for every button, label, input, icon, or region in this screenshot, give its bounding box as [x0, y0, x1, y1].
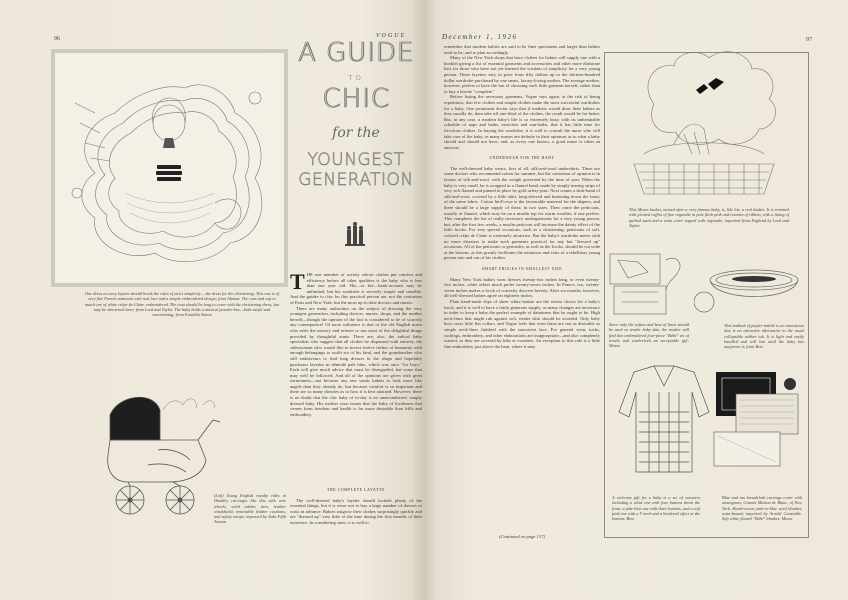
headline-line-3: CHIC	[322, 84, 390, 114]
col2-paragraph-3: Before listing the necessary garments, Vogue says again, at the risk of being repetitious, that few clothes and simple clothes make the most successful wardrobes for a baby. One prominent doctor says that if mothers would draw their babies as they usually do, then take off one-third of the clothes, the result would be far better. But, in any case, a modern baby's life is so extremely busy, with its unbreakable schedule of naps and baths, exercises and sun-baths, that it has little time for frivolous clothes. In buying the wardrobe, it is well to consult the nurse who will take care of the baby, as many nurses are definite in their opinions as to what a baby should and should not have, and, as every one knows, a good nurse is often an autocrat.	[444, 94, 600, 150]
moses-basket-drawing-icon	[614, 44, 794, 206]
linen-set-drawing-icon	[608, 250, 688, 320]
article-column-1	[290, 272, 422, 477]
article-column-2	[444, 44, 600, 536]
ornament-icon	[344, 222, 366, 248]
article-column-1-bottom	[290, 482, 422, 526]
carriage-caption: (Left) Young English royalty rides in Dunkley carriages like this with wire wheels, solid rubber tires, leather windshield, removable leather cushions, and safety straps; imported by Saks-Fifth Avenue	[214, 493, 286, 525]
sweaters-drawing-icon	[614, 362, 714, 482]
christening-illustration	[51, 49, 288, 287]
layette-paragraph: The well-dressed baby's layette should include plenty of the essential things, but it is wiser not to buy a large number of dresses or coats in advance. Babies outgrow their clothes surprisingly quickly and are "dressed up" very little of the time during the first months of their existence. In considering sizes, it is well to	[290, 497, 422, 525]
intro-paragraph-2: There are many authorities on the subject of dressing the very youngest generation, including doctors, nurses, shops, and the mother herself—though the opinion of the last is considered to be of scarcely any consequence! Of more influence is that of the old English nurse who rules the nursery and refuses to use most of the delightful things provided by thoughtful aunts. There are, also, the radical baby specialists who suggest that all clothes be dispensed with entirely, the saleswoman who would like to invest twelve inches of humanity with enough belongings to outfit six of his kind, and the grandmother who still endeavours to find long dresses in the shops and hopefully purchases layettes in démodé pale blue, which was once "for boys." Each will give much advice that must be disregarded, but some that may well be followed. And all of the opinions are given with great earnestness—not because any one wants babies to look more like angels than they already do, but because comfort is so important and there are so many theories as to how it is best attained. However, there is no doubt that the chic baby of to-day is an unencumbered, simply dressed baby. His mother soon learns that the baby of loveliness that comes from freedom and health is far more desirable than frills and embroidery.	[290, 305, 422, 417]
col2-paragraph-2: Many of the New York shops that have clothes for babies will supply one with a booklet giving a list of essential garments and accessories and other more elaborate lists for those who have not yet learned the wisdom of simplicity for a very young person. These layettes vary in price from fifty dollars up to the thirteen-hundred dollar wardrobe purchased by one smart, luxury-loving mother. The average mother, however, prefers to have the fun of choosing each little garment herself, rather than to buy a layette "complete."	[444, 55, 600, 94]
col2-paragraph-1: remember that modern babies are said to be finer specimens and larger than babies used to be, and to plan accordingly.	[444, 44, 600, 55]
drop-cap: T	[290, 272, 305, 294]
running-head-left: VOGUE	[376, 33, 407, 39]
folio-right: 97	[806, 37, 812, 43]
underwear-paragraph: The well-dressed baby wears, first of all, silk-and-wool undershirts. There are some doctors who recommend cotton for summer, but the consensus of opinion is in favour of silk-and-wool, with the weight governed by the time of year. When the baby is very small, he is wrapped in a flannel band, made by simply tearing strips of very soft flannel and pinned in place by gold safety-pins. Next comes a shirt-band of silk-and-wool, covered by a little shirt, long-sleeved and buttoning down the front, of the same fabric. Cotton bird's-eye is the favourable material for the diapers, and there should be a large supply of these, in two sizes. Then come the petticoats, usually of flannel, which may be on a muslin top for warm weather, if one prefers. This completes the list of really necessary undergarments for a very young person, but, after the first few weeks, a muslin petticoat will increase the dainty effect of the little frocks. For very special occasions, such as a christening, petticoats of soft, colored crêpe de Chine is extremely attractive. But the baby's wardrobe meets with no more disasters to make such garments practical for any but "dressed up" occasions. All of the petticoats or gertrudes, as well as the frocks, should be cut wide at the bottom, as this greatly facilitates the entrances and exits of a rebellious young person into and out of his clothes.	[444, 165, 600, 261]
headline-line-2: TO	[348, 74, 364, 82]
blankets-caption: Blue and tan broadcloth carriage cover with monogram; Grande Maison de Blanc, of New York. Hand-woven pink-or-blue wool blanket, satin-bound; imported by Arnold Constable. Soft white flannel "Bébé" blanket; Mosse	[722, 495, 802, 522]
subhead-underwear: UNDERWEAR FOR THE BABY	[489, 156, 555, 161]
sweaters-caption: A welcome gift for a baby is a set of sweaters including a white one with four buttons down the front, a pale blue one with three buttons, and a soft pink one with a V neck and a bordered effect at the bottom; Best	[612, 495, 700, 522]
linen-caption: Since only the softest and best of linen should be used on tender baby skin, the mother will find this embroidered four-piece "Bébé" set of towels and wash-cloth an acceptable gift; Mosse	[609, 322, 689, 349]
subhead-frocks: SMART FROCKS IN SMALLEST SIZE	[481, 266, 563, 271]
headline-line-6: GENERATION	[298, 170, 414, 190]
headline-line-4: for the	[332, 125, 380, 141]
bathtub-caption: This bathtub of papier-mâché is an innovation that is an attractive alternative to the usual collapsible rubber tub. It is light and easily handled and will last until the baby has outgrown it; from Best	[724, 323, 804, 350]
moses-basket-caption: This Moses basket, named after a very famous baby, is, like his, a real basket. It is trimmed with picoted ruffles of fine organdie in pale flesh pink and rosettes of ribbon, with a lining of quilted satin and a satin cover topped with organdie; imported from England by Lord and Taylor	[629, 207, 789, 228]
christening-dress-drawing-icon	[55, 53, 284, 283]
continued-note: (Continued on page 137)	[498, 534, 546, 539]
headline-line-1: A GUIDE	[297, 38, 415, 68]
folio-left: 96	[54, 36, 60, 42]
bathtub-drawing-icon	[694, 262, 804, 322]
running-head-right: December 1, 1926	[442, 33, 518, 41]
intro-paragraph-1: HE one member of society whose clothes put comfort and efficiency before all other qualities is the baby who is less than one year old. His—or her—bank-account may be unlimited, but his wardrobe is severely simple and sensible. And the guides to chic for this practical person are, not the couturiers of Paris and New York, but the most up-to-date doctors and nurses.	[290, 272, 422, 305]
subhead-complete-layette: THE COMPLETE LAYETTE	[326, 488, 386, 492]
christening-caption: One dress in every layette should break the rules of strict simplicity —the dress for the christening. This one is of very fine French nainsook with real lace and a simple embroidered design; from Altman. The coat and cap to match are of white crêpe de Chine, embroidered. The coat should be long to cover with the christening dress, but may be shortened later; from Lord and Taylor. The baby holds a musical powder-box—both useful and entertaining; from Franklin Simon	[84, 291, 280, 318]
blankets-drawing-icon	[712, 370, 804, 470]
right-page	[424, 0, 848, 600]
frocks-paragraph-1: Many New York babies wear dresses twenty-two inches long, or even twenty-five inches, while others much prefer twenty-seven inches. In France, too, twenty-seven inches makes a frock of correctly discreet brevity. After six months, however, all well-dressed babies agree on eighteen inches.	[444, 276, 600, 299]
baby-carriage-drawing-icon	[98, 390, 228, 520]
frocks-paragraph-2: Plain hand-made slips of sheer white batiste are the wisest choice for a baby's frock, and it is well to have a fairly generous supply, as many changes are necessary in order to keep a baby the perfect example of daintiness that he ought to be. High neck-lines that might rub against soft, tender skin should be avoided. Only baby boys wear little flat collars, and Vogue feels that even these are not as desirable as simple neck-lines finished with the narrowest lace. For general wear, tucks, ruchings, embroidery, and other elaborations are inappropriate—and also completely wasted, as they are covered by bibs or sweaters. An exception to this rule is a little fine embroidery just above the hem, where it may	[444, 298, 600, 349]
headline-line-5: YOUNGEST	[307, 150, 405, 170]
